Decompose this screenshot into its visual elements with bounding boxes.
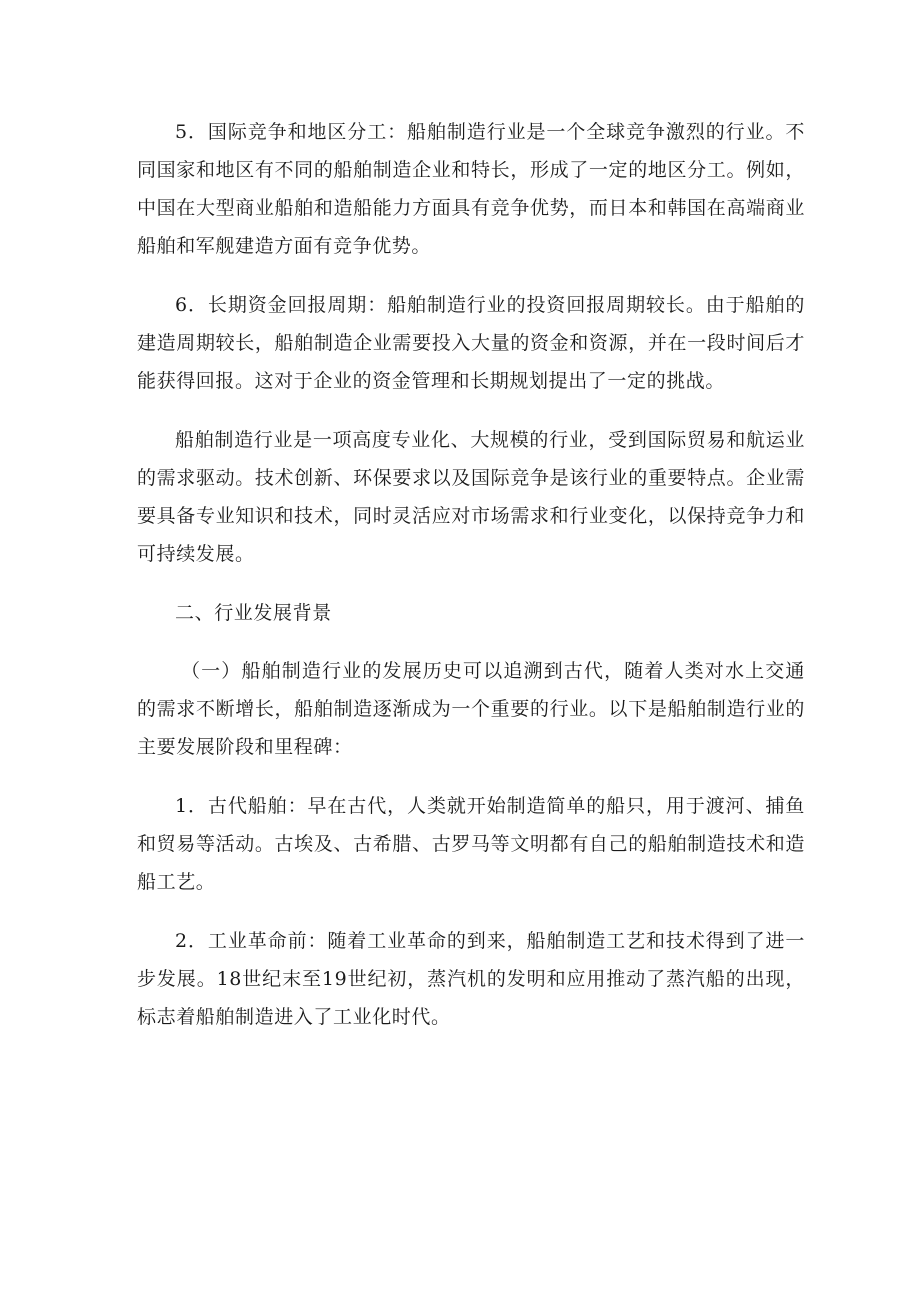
paragraph-international-competition: 5．国际竞争和地区分工：船舶制造行业是一个全球竞争激烈的行业。不同国家和地区有不同的船舶制造企业和特长，形成了一定的地区分工。例如，中国在大型商业船舶和造船能力方面具有竞争优势，而日本和韩国在高端商业船舶和军舰建造方面有竞争优势。 [137,121,805,257]
paragraph-industry-summary: 船舶制造行业是一项高度专业化、大规模的行业，受到国际贸易和航运业的需求驱动。技术创新、环保要求以及国际竞争是该行业的重要特点。企业需要具备专业知识和技术，同时灵活应对市场需求和行业变化，以保持竞争力和可持续发展。 [137,429,805,565]
paragraph-pre-industrial-revolution: 2．工业革命前：随着工业革命的到来，船舶制造工艺和技术得到了进一步发展。18世纪末至19世纪初，蒸汽机的发明和应用推动了蒸汽船的出现，标志着船舶制造进入了工业化时代。 [137,930,805,1028]
paragraph-ancient-ships: 1．古代船舶：早在古代，人类就开始制造简单的船只，用于渡河、捕鱼和贸易等活动。古埃及、古希腊、古罗马等文明都有自己的船舶制造技术和造船工艺。 [137,795,805,893]
paragraph-long-term-return: 6．长期资金回报周期：船舶制造行业的投资回报周期较长。由于船舶的建造周期较长，船舶制造企业需要投入大量的资金和资源，并在一段时间后才能获得回报。这对于企业的资金管理和长期规划提出了一定的挑战。 [137,294,805,392]
section-heading-development-background: 二、行业发展背景 [175,602,332,624]
paragraph-history-intro: （一）船舶制造行业的发展历史可以追溯到古代，随着人类对水上交通的需求不断增长，船舶制造逐渐成为一个重要的行业。以下是船舶制造行业的主要发展阶段和里程碑： [137,660,805,758]
document-body [137,113,805,1057]
